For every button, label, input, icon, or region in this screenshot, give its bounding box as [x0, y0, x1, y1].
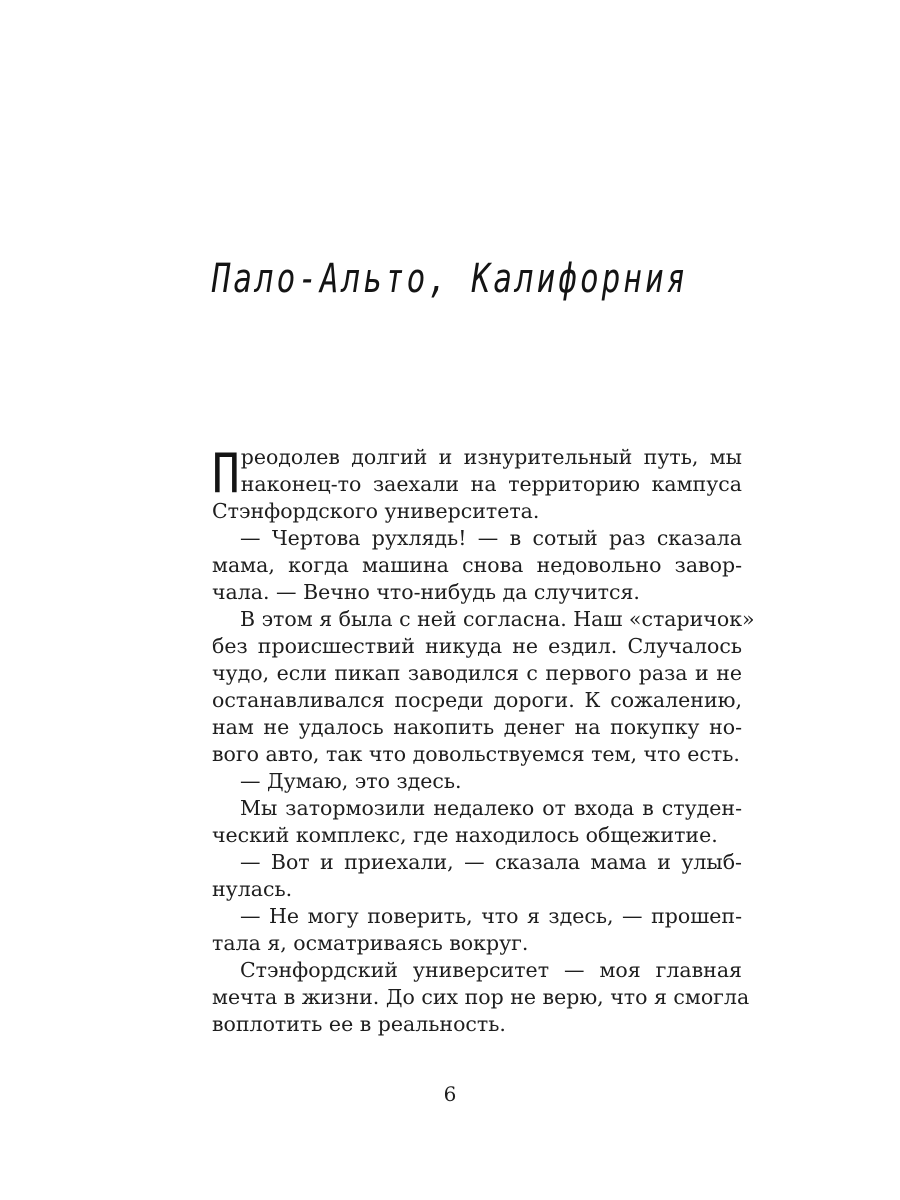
text-line: мечта в жизни. До сих пор не верю, что я смогла: [212, 985, 750, 1009]
text-line: нам не удалось накопить денег на покупку но-: [212, 715, 742, 739]
paragraph: [212, 849, 742, 903]
paragraph: [212, 525, 742, 606]
text-line: без происшествий никуда не ездил. Случалось: [212, 634, 742, 658]
paragraph: [212, 606, 755, 768]
paragraph: [212, 795, 742, 849]
text-line: нулась.: [212, 877, 293, 901]
paragraph: [212, 441, 742, 525]
text-line: — Думаю, это здесь.: [240, 769, 462, 793]
text-line: вого авто, так что довольствуемся тем, что есть.: [212, 742, 740, 766]
text-line: останавливался посреди дороги. К сожалению,: [212, 688, 742, 712]
text-line: В этом я была с ней согласна. Наш «старичок»: [240, 607, 755, 631]
drop-cap-letter: П: [212, 441, 240, 505]
text-line: — Не могу поверить, что я здесь, — прошеп-: [240, 904, 742, 928]
text-line: — Вот и приехали, — сказала мама и улыб-: [240, 850, 742, 874]
text-line: тала я, осматриваясь вокруг.: [212, 931, 529, 955]
chapter-title: Пало-Альто, Калифорния: [211, 256, 689, 303]
paragraph: [212, 957, 750, 1038]
text-line: чудо, если пикап заводился с первого раза и не: [212, 661, 742, 685]
page-number: 6: [443, 1082, 457, 1106]
text-line: реодолев долгий и изнурительный путь, мы: [240, 445, 742, 469]
text-line: наконец-то заехали на территорию кампуса: [240, 472, 742, 496]
text-line: Мы затормозили недалеко от входа в студен-: [240, 796, 742, 820]
text-line: ческий комплекс, где находилось общежитие.: [212, 823, 718, 847]
text-line: Стэнфордский университет — моя главная: [240, 958, 742, 982]
paragraph: [212, 768, 742, 795]
text-line: чала. — Вечно что-нибудь да случится.: [212, 580, 640, 604]
text-line: воплотить ее в реальность.: [212, 1012, 506, 1036]
paragraph: [212, 903, 742, 957]
text-line: — Чертова рухлядь! — в сотый раз сказала: [240, 526, 742, 550]
chapter-body: [212, 441, 755, 1038]
text-line: Стэнфордского университета.: [212, 499, 540, 523]
text-line: мама, когда машина снова недовольно завор-: [212, 553, 742, 577]
